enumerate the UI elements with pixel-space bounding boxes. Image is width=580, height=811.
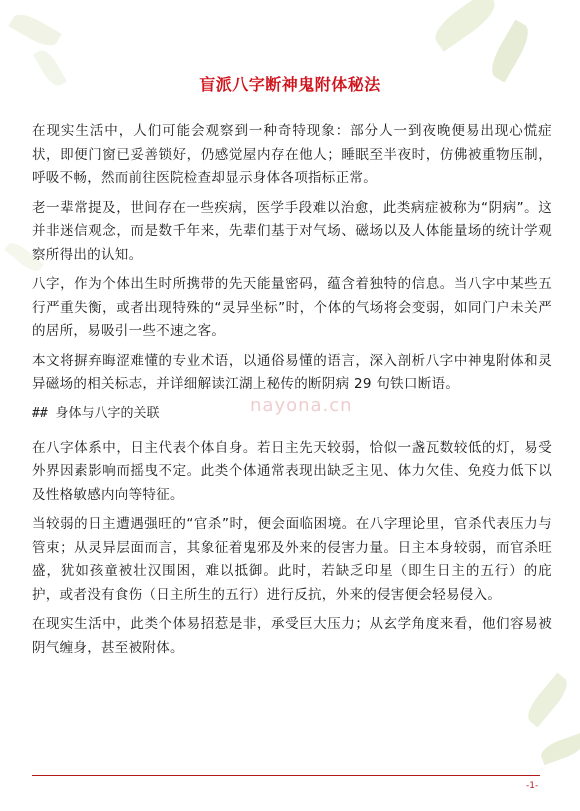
document-title: 盲派八字断神鬼附体秘法	[199, 75, 381, 94]
section-heading: ## 身体与八字的关联	[32, 405, 160, 421]
paragraph: 在八字体系中，日主代表个体自身。若日主先天较弱，恰似一盏瓦数较低的灯，易受外界因素影响而摇曳不定。此类个体通常表现出缺乏主见、体力欠佳、免疫力低下以及性格敏感内向等特征。	[32, 439, 552, 503]
leaf-decoration	[522, 673, 573, 728]
leaf-decoration	[8, 9, 61, 51]
paragraph: 在现实生活中，此类个体易招惹是非，承受巨大压力；从玄学角度来看，他们容易被阴气缠身，甚至被附体。	[32, 616, 552, 656]
paragraph: 本文将摒弃晦涩难懂的专业术语，以通俗易懂的语言，深入剖析八字中神鬼附体和灵异磁场的相关标志，并详细解读江湖上秘传的断阴病 29 句铁口断语。	[32, 352, 552, 392]
document-body	[32, 120, 552, 666]
paragraph: 在现实生活中，人们可能会观察到一种奇特现象：部分人一到夜晚便易出现心慌症状，即便门窗已妥善锁好，仍感觉屋内存在他人；睡眠至半夜时，仿佛被重物压制，呼吸不畅，然而前往医院检查却显示身体各项指标正常。	[32, 123, 552, 186]
leaf-decoration	[429, 0, 501, 52]
page-number: -1-	[526, 781, 539, 791]
footer-rule	[32, 775, 540, 776]
watermark-text: nayona.cn	[250, 395, 353, 416]
paragraph: 老一辈常提及，世间存在一些疾病，医学手段难以治愈，此类病症被称为“阴病”。这并非迷信观念，而是数千年来，先辈们基于对气场、磁场以及人体能量场的统计学观察所得出的认知。	[32, 199, 552, 263]
paragraph: 八字，作为个体出生时所携带的先天能量密码，蕴含着独特的信息。当八字中某些五行严重失衡，或者出现特殊的“灵异坐标”时，个体的气场将会变弱，如同门户未关严的居所，易吸引一些不速之客。	[32, 276, 552, 339]
leaf-decoration	[538, 733, 580, 765]
paragraph: 当较弱的日主遭遇强旺的“官杀”时，便会面临困境。在八字理论里，官杀代表压力与管束；从灵异层面而言，其象征着鬼邪及外来的侵害力量。日主本身较弱，而官杀旺盛，犹如孩童被壮汉围困，难以抵御。此时，若缺乏印星（即生日主的五行）的庇护，或者没有食伤（日主所生的五行）进行反抗，外来的侵害便会轻易侵入。	[32, 516, 552, 603]
